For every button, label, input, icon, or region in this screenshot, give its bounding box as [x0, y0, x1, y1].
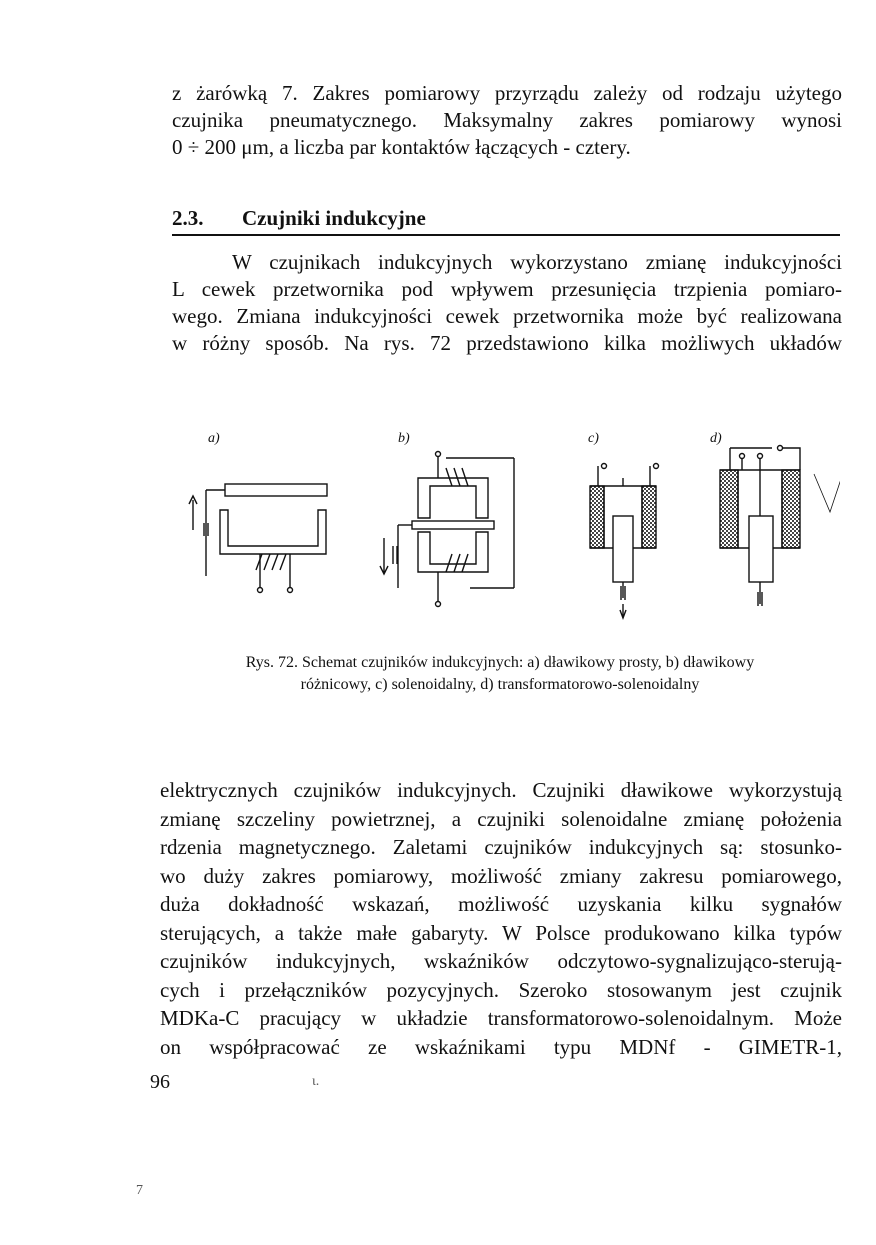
section-title: Czujniki indukcyjne — [242, 206, 426, 230]
text-line: czujnika pneumatycznego. Maksymalny zakres pomiarowy wynosi — [172, 108, 842, 132]
panel-a-diagram — [189, 431, 327, 593]
text-line: elektrycznych czujników indukcyjnych. Czujniki dławikowe wykorzystują — [160, 778, 842, 802]
text-line: MDKa-C pracujący w układzie transformatorowo-solenoidalnym. Może — [160, 1006, 842, 1030]
panel-c-label: c) — [588, 431, 599, 446]
body-paragraph — [160, 776, 842, 1061]
panel-d-label: d) — [710, 431, 722, 446]
section-paragraph — [172, 249, 842, 357]
caption-line: różnicowy, c) solenoidalny, d) transformatorowo-solenoidalny — [300, 676, 700, 693]
text-line: w różny sposób. Na rys. 72 przedstawiono kilka możliwych układów — [172, 331, 842, 355]
text-line: wo duży zakres pomiarowy, możliwość zmiany zakresu pomiarowego, — [160, 863, 842, 888]
text-line: sterujących, a także małe gabaryty. W Polsce produkowano kilka typów — [160, 920, 842, 945]
intro-paragraph — [172, 80, 842, 161]
text-line: rdzenia magnetycznego. Zaletami czujników indukcyjnych są: stosunko- — [160, 835, 842, 859]
section-heading — [172, 206, 840, 236]
caption-line: Rys. 72. Schemat czujników indukcyjnych: a) dławikowy prosty, b) dławikowy — [245, 654, 755, 671]
text-line: 0 ÷ 200 μm, a liczba par kontaktów łączących - cztery. — [172, 135, 631, 159]
stray-mark: 7 — [136, 1183, 143, 1198]
panel-b-label: b) — [398, 431, 410, 446]
section-number: 2.3. — [172, 206, 204, 230]
text-line: duża dokładność wskazań, możliwość uzyskania kilku sygnałów — [160, 892, 842, 916]
text-line: czujników indukcyjnych, wskaźników odczytowo-sygnalizująco-sterują- — [160, 949, 842, 973]
text-line: L cewek przetwornika pod wpływem przesunięcia trzpienia pomiaro- — [172, 277, 842, 301]
panel-d-diagram — [710, 431, 840, 606]
panel-b-diagram — [380, 431, 514, 607]
stray-mark: ι. — [312, 1074, 320, 1089]
text-line: W czujnikach indukcyjnych wykorzystano zmianę indukcyjności — [232, 250, 842, 274]
figure-72 — [180, 428, 840, 628]
text-line: cych i przełączników pozycyjnych. Szeroko stosowanym jest czujnik — [160, 977, 842, 1002]
text-line: z żarówką 7. Zakres pomiarowy przyrządu zależy od rodzaju użytego — [172, 81, 842, 105]
text-line: zmianę szczeliny powietrznej, a czujniki solenoidalne zmianę położenia — [160, 806, 842, 831]
panel-c-diagram — [588, 431, 659, 618]
text-line: on współpracować ze wskaźnikami typu MDNf - GIMETR-1, — [160, 1034, 842, 1059]
page-number: 96 — [150, 1071, 170, 1093]
figure-caption — [160, 652, 840, 696]
panel-a-label: a) — [208, 431, 220, 446]
text-line: wego. Zmiana indukcyjności cewek przetwornika może być realizowana — [172, 304, 842, 328]
